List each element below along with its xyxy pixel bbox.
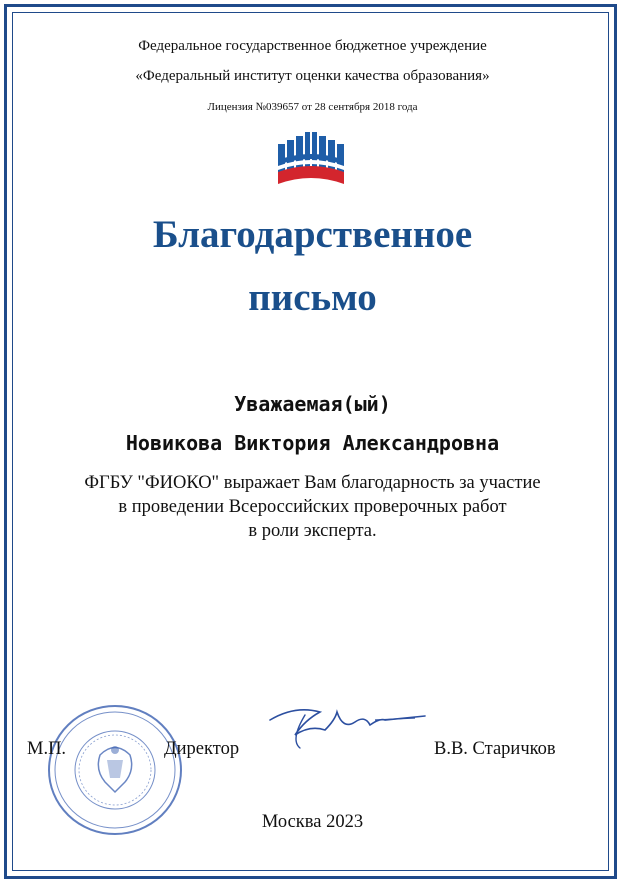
body-text — [0, 471, 625, 543]
license-text: Лицензия №039657 от 28 сентября 2018 года — [207, 101, 418, 113]
org-name-line2: «Федеральный институт оценки качества образования» — [135, 68, 490, 84]
city-year: Москва 2023 — [261, 812, 364, 832]
body-line1: ФГБУ "ФИОКО" выражает Вам благодарность за участие — [84, 473, 541, 493]
title-line1: Благодарственное — [152, 213, 473, 256]
stamp-label: М.П. — [27, 739, 67, 759]
director-position: Директор — [164, 739, 240, 759]
director-name: В.В. Старичков — [434, 739, 556, 759]
body-line2: в проведении Всероссийских проверочных работ — [118, 497, 507, 517]
director-signature-icon — [265, 700, 435, 755]
org-name-line1: Федеральное государственное бюджетное учреждение — [138, 38, 487, 54]
greeting: Уважаемая(ый) — [234, 392, 391, 416]
body-line3: в роли эксперта. — [248, 521, 377, 541]
fioko-logo-icon — [276, 132, 346, 190]
title-line2: письмо — [248, 276, 377, 319]
recipient-name: Новикова Виктория Александровна — [125, 431, 500, 455]
